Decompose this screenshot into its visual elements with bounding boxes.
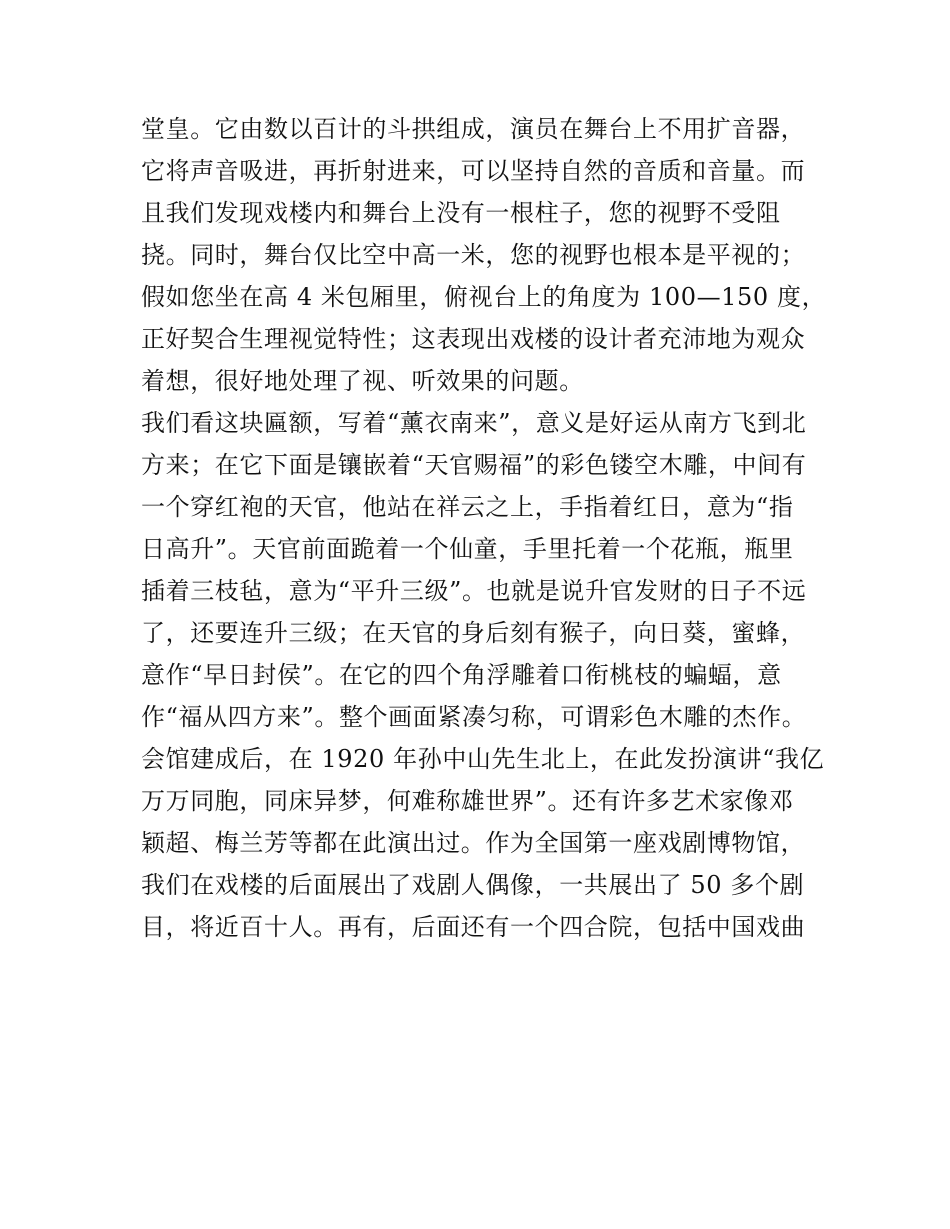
text-line: 着想，很好地处理了视、听效果的问题。 xyxy=(141,367,584,395)
text-line: 一个穿红袍的天官，他站在祥云之上，手指着红日，意为“指 xyxy=(141,493,794,521)
text-line: 假如您坐在高 4 米包厢里，俯视台上的角度为 100—150 度， xyxy=(141,283,827,311)
text-line: 了，还要连升三级；在天官的身后刻有猴子，向日葵，蜜蜂， xyxy=(141,619,806,647)
text-line: 万万同胞，同床异梦，何难称雄世界”。还有许多艺术家像邓 xyxy=(141,787,794,815)
text-line: 会馆建成后，在 1920 年孙中山先生北上，在此发扮演讲“我亿 xyxy=(141,745,825,773)
text-line: 意作“早日封侯”。在它的四个角浮雕着口衔桃枝的蝙蝠，意 xyxy=(141,661,782,689)
text-line: 日高升”。天官前面跪着一个仙童，手里托着一个花瓶，瓶里 xyxy=(141,535,794,563)
text-line: 插着三枝毡，意为“平升三级”。也就是说升官发财的日子不远 xyxy=(141,577,807,605)
text-line: 目，将近百十人。再有，后面还有一个四合院，包括中国戏曲 xyxy=(141,913,806,941)
text-line: 挠。同时，舞台仅比空中高一米，您的视野也根本是平视的； xyxy=(141,241,806,269)
text-line: 方来；在它下面是镶嵌着“天官赐福”的彩色镂空木雕，中间有 xyxy=(141,451,807,479)
text-line: 堂皇。它由数以百计的斗拱组成，演员在舞台上不用扩音器， xyxy=(141,115,806,143)
text-line: 作“福从四方来”。整个画面紧凑匀称，可谓彩色木雕的杰作。 xyxy=(141,703,807,731)
text-line: 我们在戏楼的后面展出了戏剧人偶像，一共展出了 50 多个剧 xyxy=(141,871,805,899)
text-line: 且我们发现戏楼内和舞台上没有一根柱子，您的视野不受阻 xyxy=(141,199,781,227)
text-line: 它将声音吸进，再折射进来，可以坚持自然的音质和音量。而 xyxy=(141,157,806,185)
body-text xyxy=(141,108,827,948)
text-line: 颖超、梅兰芳等都在此演出过。作为全国第一座戏剧博物馆， xyxy=(141,829,806,857)
text-line: 我们看这块匾额，写着“薰衣南来”，意义是好运从南方飞到北 xyxy=(141,409,807,437)
text-line: 正好契合生理视觉特性；这表现出戏楼的设计者充沛地为观众 xyxy=(141,325,806,353)
